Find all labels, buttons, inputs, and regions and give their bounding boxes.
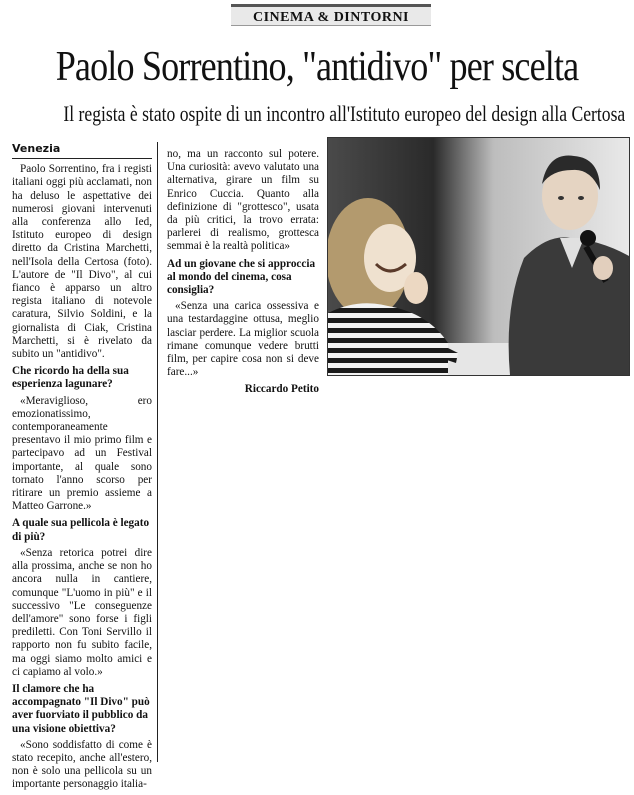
- paragraph: Paolo Sorrentino, fra i registi italiani oggi più acclamati, non ha deluso le aspettative dei numerosi giovani intervenuti alla conferenza allo Ied, Istituto europeo di design diretto da Cristina Marchetti, nell'Isola della Certosa (foto). L'autore de "Il Divo", al cui fianco è apparso un altro regista italiano di notevole caratura, Silvio Soldini, e la giornalista di Ciak, Cristina Marchetti, si è rivelato da subito un "antidivo".: [12, 163, 152, 361]
- question: Il clamore che ha accompagnato "Il Divo" può aver fuorviato il pubblico da una visione obiettiva?: [12, 682, 150, 735]
- answer: «Senza retorica potrei dire alla prossima, anche se non ho ancora nulla in cantiere, comunque "L'uomo in più" e il successivo "Le conseguenze dell'amore" sono forse i figli prediletti. Con Toni Servillo il rapporto non fu subito facile, ma oggi siamo molto amici e ci capiamo al volo.»: [12, 546, 152, 678]
- column-2: [167, 148, 319, 397]
- answer: «Meraviglioso, ero emozionatissimo, contemporaneamente presentavo il mio primo film e partecipavo ad un Festival importante, al quale sono tornato l'anno scorso per ritirare un premio assieme a Matteo Garrone.»: [12, 394, 152, 513]
- question: Che ricordo ha della sua esperienza lagunare?: [12, 365, 129, 391]
- paragraph: no, ma un racconto sul potere. Una curiosità: avevo valutato una alternativa, girare un film su Enrico Cuccia. Quanto alla definizione di "grottesco", usata da più critici, la trovo errata: parlerei di realismo, grottesca semmai è la realtà politica»: [167, 148, 319, 253]
- question: A quale sua pellicola è legato di più?: [12, 517, 150, 543]
- column-divider: [157, 142, 158, 762]
- question: Ad un giovane che si approccia al mondo del cinema, cosa consiglia?: [167, 257, 316, 297]
- answer: «Senza una carica ossessiva e una testardaggine ottusa, meglio lasciar perdere. La miglior scuola rimane comunque vedere brutti film, per capire cosa non si deve fare...»: [167, 300, 319, 379]
- signature: Riccardo Petito: [244, 383, 319, 396]
- answer: «Sono soddisfatto di come è stato recepito, anche all'estero, non è solo una pellicola su un importante personaggio italia-: [12, 738, 152, 791]
- photo-sorrentino-conference: [327, 137, 630, 376]
- dateline: Venezia: [12, 142, 152, 159]
- headline: Paolo Sorrentino, "antidivo" per scelta: [55, 44, 579, 90]
- column-1: [12, 142, 152, 795]
- section-tag: CINEMA & DINTORNI: [231, 4, 431, 26]
- subheadline: Il regista è stato ospite di un incontro all'Istituto europeo del design alla Certosa: [63, 101, 626, 126]
